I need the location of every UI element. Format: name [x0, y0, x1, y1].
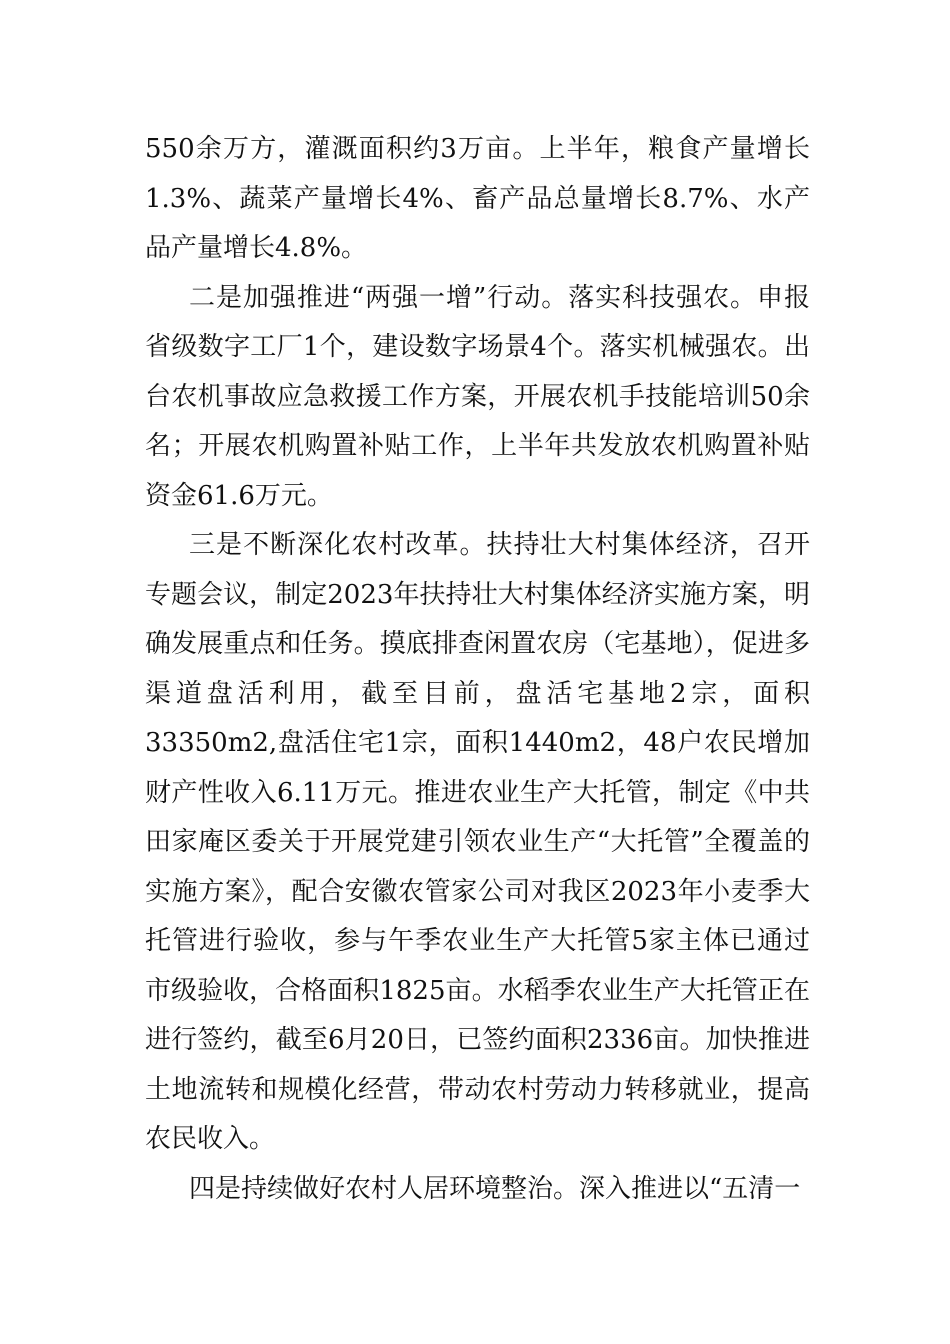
paragraph-two-strong-one-increase: 二是加强推进“两强一增”行动。落实科技强农。申报省级数字工厂1个，建设数字场景4个。落实机械强农。出台农机事故应急救援工作方案，开展农机手技能培训50余名；开展农机购置补贴工作，上半年共发放农机购置补贴资金61.6万元。	[145, 282, 810, 511]
paragraph-rural-reform: 三是不断深化农村改革。扶持壮大村集体经济，召开专题会议，制定2023年扶持壮大村集体经济实施方案，明确发展重点和任务。摸底排查闲置农房（宅基地），促进多渠道盘活利用，截至目前，盘活宅基地2宗，面积33350m2,盘活住宅1宗，面积1440m2，48户农民增加财产性收入6.11万元。推进农业生产大托管，制定《中共田家庵区委关于开展党建引领农业生产“大托管”全覆盖的实施方案》，配合安徽农管家公司对我区2023年小麦季大托管进行验收，参与午季农业生产大托管5家主体已通过市级验收，合格面积1825亩。水稻季农业生产大托管正在进行签约，截至6月20日，已签约面积2336亩。加快推进土地流转和规模化经营，带动农村劳动力转移就业，提高农民收入。	[145, 530, 810, 1154]
document-body	[145, 125, 810, 1214]
paragraph-continued: 550余万方，灌溉面积约3万亩。上半年，粮食产量增长1.3%、蔬菜产量增长4%、畜产品总量增长8.7%、水产品产量增长4.8%。	[145, 134, 810, 263]
paragraph-living-environment: 四是持续做好农村人居环境整治。深入推进以“五清一	[189, 1173, 801, 1204]
